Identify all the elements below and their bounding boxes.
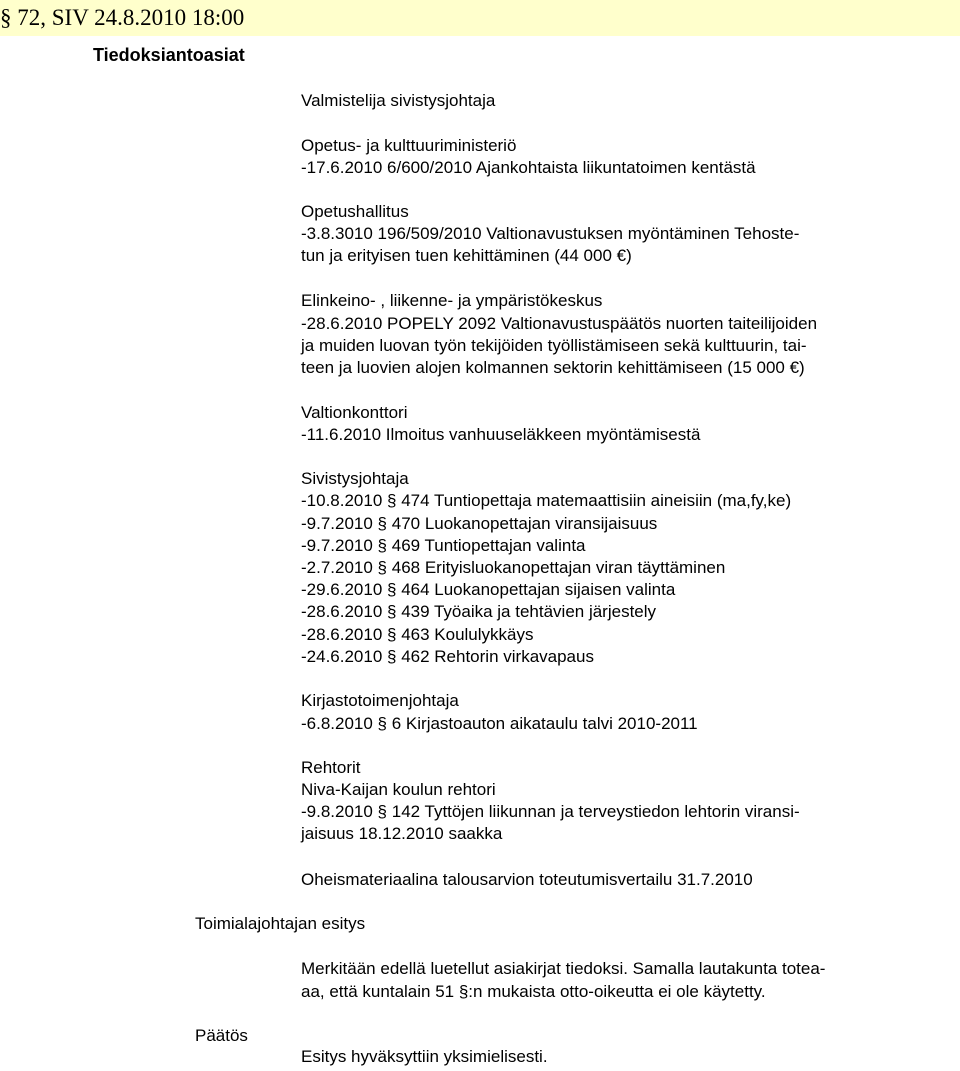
list-item: -28.6.2010 § 439 Työaika ja tehtävien järjestely <box>301 602 657 621</box>
sender-heading: Elinkeino- , liikenne- ja ympäristökeskus <box>301 291 603 310</box>
list-item: -6.8.2010 § 6 Kirjastoauton aikataulu talvi 2010-2011 <box>301 714 698 733</box>
page-title: Tiedoksiantoasiat <box>93 45 245 65</box>
list-item: -28.6.2010 § 463 Koululykkäys <box>301 625 534 644</box>
list-item: teen ja luovien alojen kolmannen sektorin kehittämiseen (15 000 €) <box>301 358 805 377</box>
list-item: -10.8.2010 § 474 Tuntiopettaja matemaattisiin aineisiin (ma,fy,ke) <box>301 491 792 510</box>
list-item: -2.7.2010 § 468 Erityisluokanopettajan viran täyttäminen <box>301 558 726 577</box>
list-item: jaisuus 18.12.2010 saakka <box>301 824 503 843</box>
list-item: -17.6.2010 6/600/2010 Ajankohtaista liikuntatoimen kentästä <box>301 158 756 177</box>
attachment-note: Oheismateriaalina talousarvion toteutumisvertailu 31.7.2010 <box>301 870 753 889</box>
list-item: -28.6.2010 POPELY 2092 Valtionavustuspäätös nuorten taiteilijoiden <box>301 314 818 333</box>
decision-text: Esitys hyväksyttiin yksimielisesti. <box>301 1047 548 1066</box>
sender-subheading: Niva-Kaijan koulun rehtori <box>301 780 496 799</box>
list-item: ja muiden luovan työn tekijöiden työllistämiseen sekä kulttuurin, tai- <box>301 336 807 355</box>
list-item: tun ja erityisen tuen kehittäminen (44 000 €) <box>301 246 632 265</box>
list-item: -9.7.2010 § 469 Tuntiopettajan valinta <box>301 536 586 555</box>
proposal-text-line: Merkitään edellä luetellut asiakirjat tiedoksi. Samalla lautakunta totea- <box>301 959 826 978</box>
sender-heading: Sivistysjohtaja <box>301 469 409 488</box>
proposal-label: Toimialajohtajan esitys <box>195 914 366 933</box>
list-item: -3.8.3010 196/509/2010 Valtionavustuksen myöntäminen Tehoste- <box>301 224 800 243</box>
list-item: -11.6.2010 Ilmoitus vanhuuseläkkeen myöntämisestä <box>301 425 701 444</box>
sender-heading: Opetushallitus <box>301 202 409 221</box>
sender-heading: Kirjastotoimenjohtaja <box>301 691 459 710</box>
list-item: -9.8.2010 § 142 Tyttöjen liikunnan ja terveystiedon lehtorin viransi- <box>301 802 800 821</box>
proposal-text-line: aa, että kuntalain 51 §:n mukaista otto-oikeutta ei ole käytetty. <box>301 982 766 1001</box>
preparer-line: Valmistelija sivistysjohtaja <box>301 91 496 110</box>
sender-heading: Opetus- ja kulttuuriministeriö <box>301 136 517 155</box>
document-header <box>0 0 960 36</box>
list-item: -9.7.2010 § 470 Luokanopettajan viransijaisuus <box>301 514 658 533</box>
list-item: -24.6.2010 § 462 Rehtorin virkavapaus <box>301 647 594 666</box>
sender-heading: Rehtorit <box>301 758 361 777</box>
decision-label: Päätös <box>195 1026 248 1045</box>
sender-heading: Valtionkonttori <box>301 403 408 422</box>
list-item: -29.6.2010 § 464 Luokanopettajan sijaisen valinta <box>301 580 676 599</box>
header-text: § 72, SIV 24.8.2010 18:00 <box>0 5 245 30</box>
